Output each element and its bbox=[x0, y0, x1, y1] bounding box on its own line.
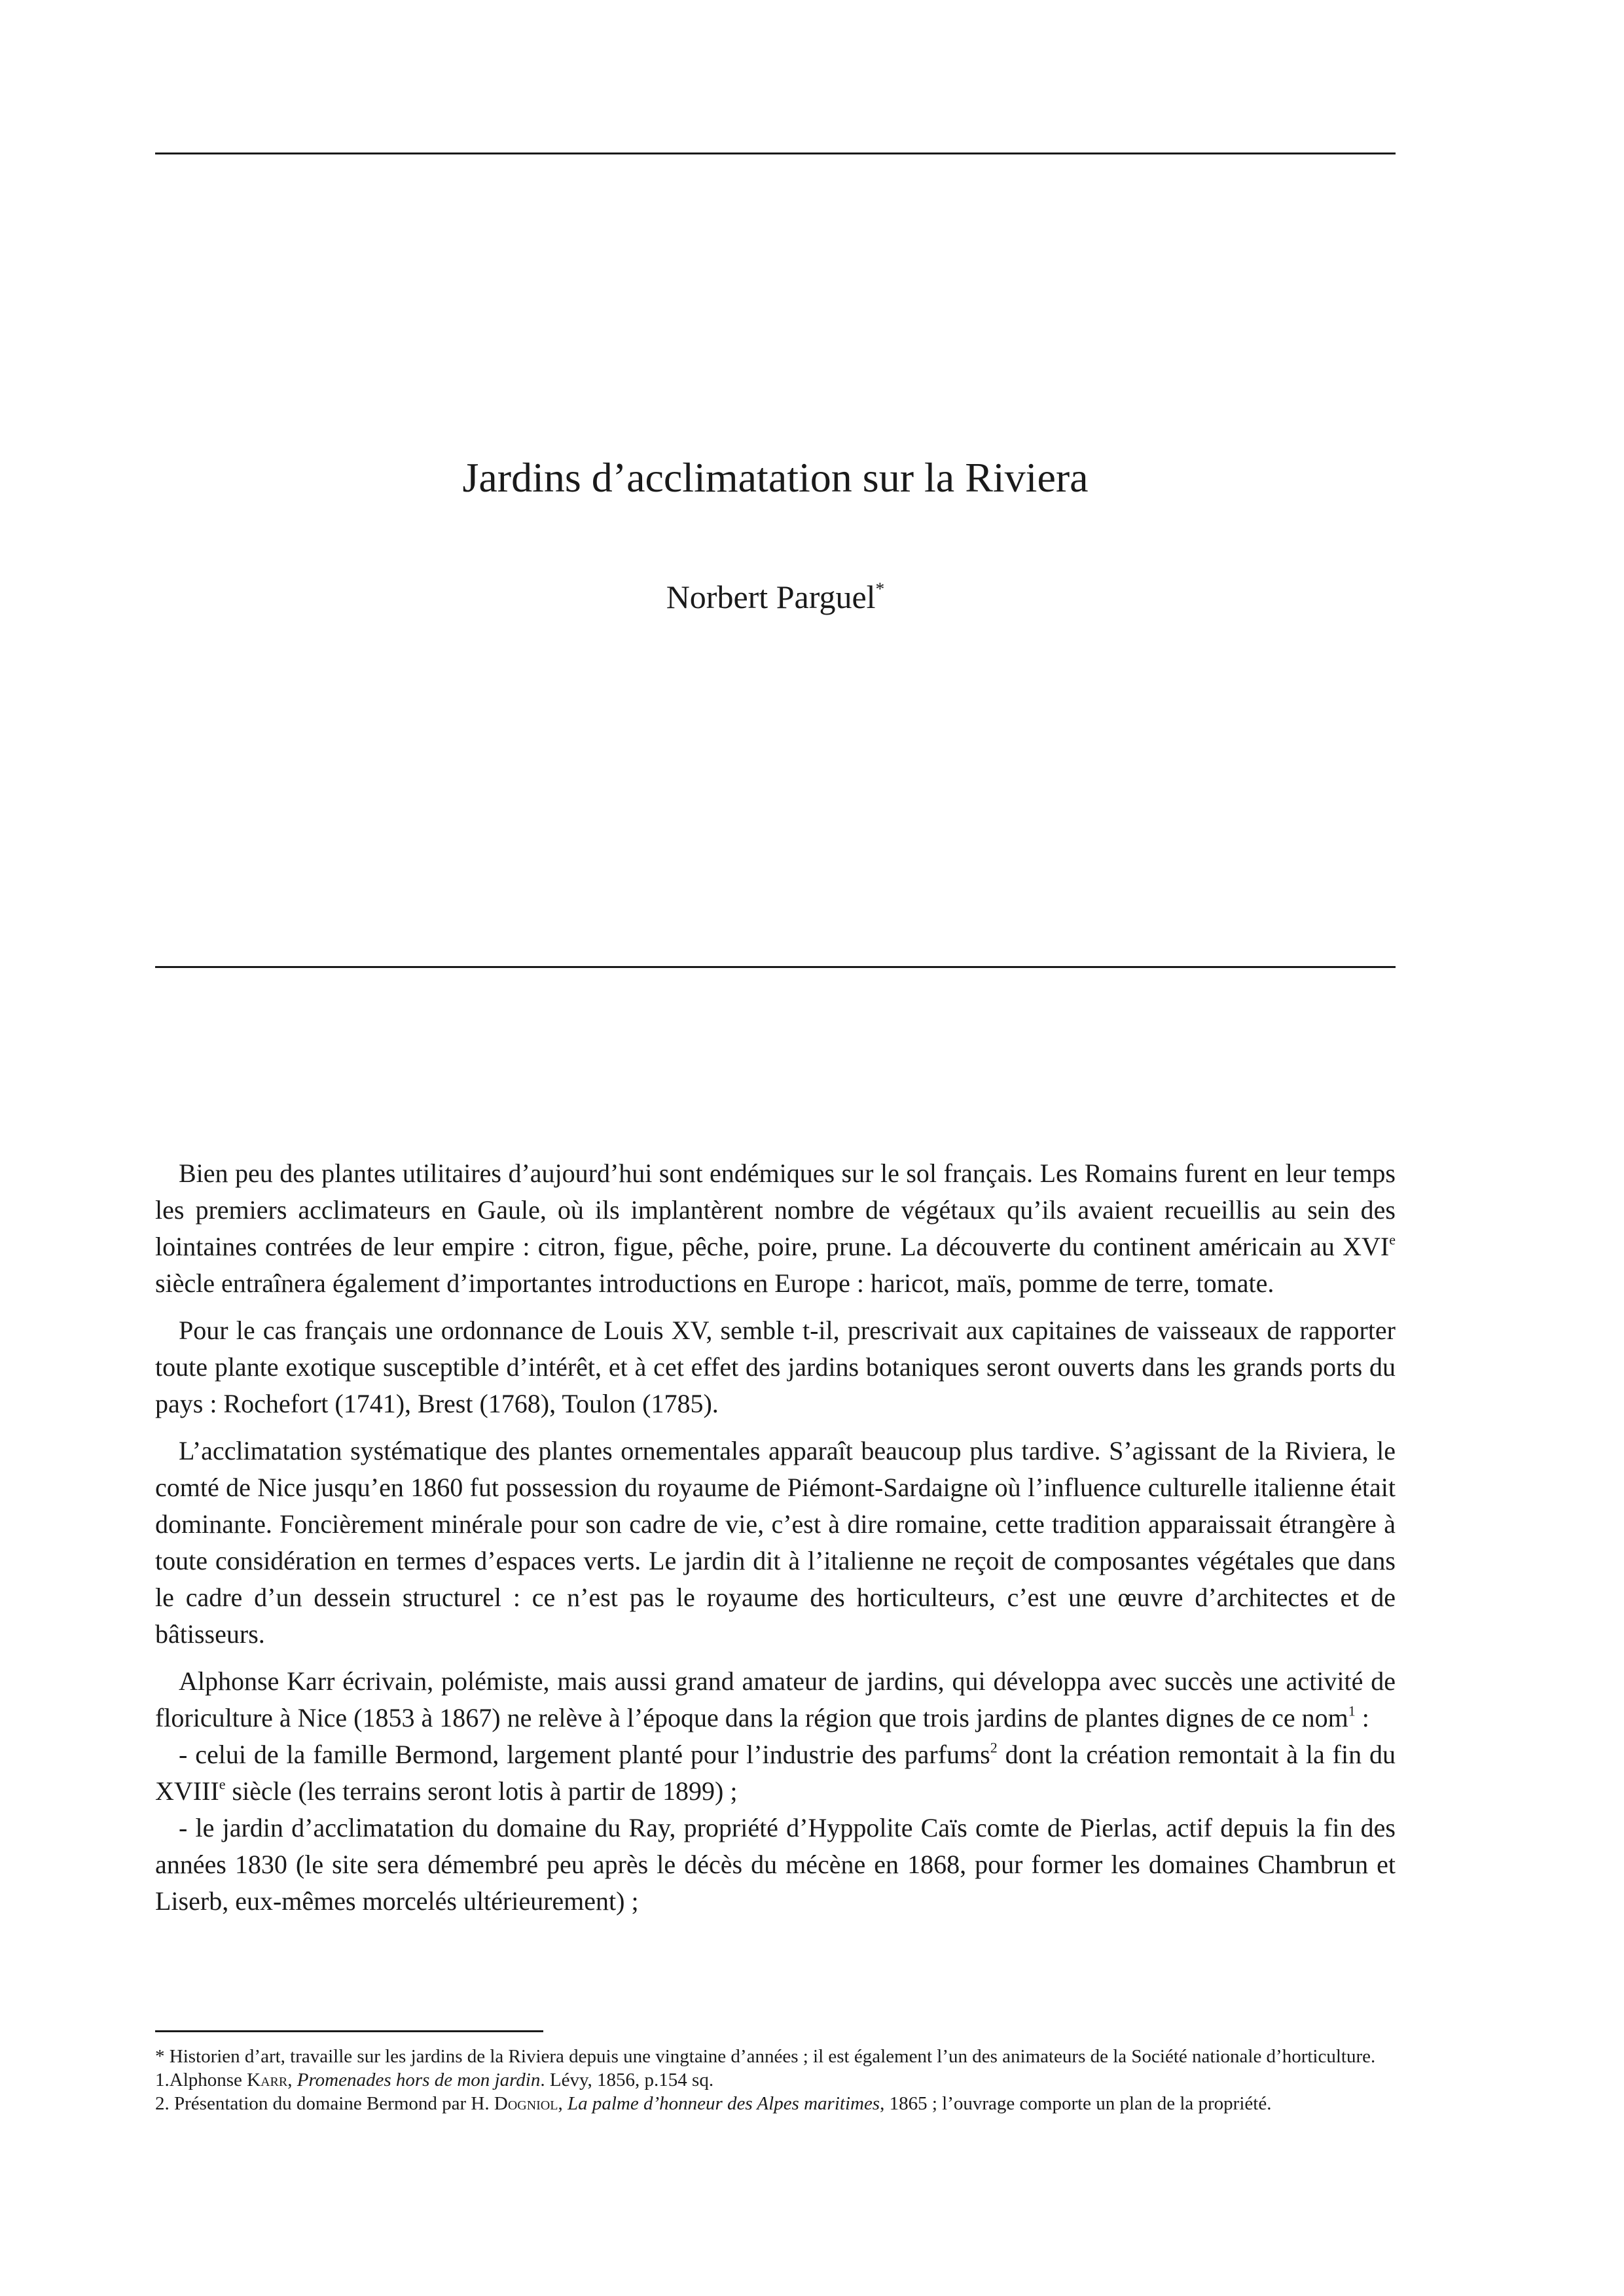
paragraph-4-text: Alphonse Karr écrivain, polémiste, mais aussi grand amateur de jardins, qui développa avec succès une activité de floriculture à Nice (1853 à 1867) ne relève à l’époque dans la région que trois jardins de plantes dignes de ce nom bbox=[155, 1666, 1396, 1732]
footnote-1-author: Karr bbox=[247, 2070, 288, 2090]
footnote-separator bbox=[155, 2030, 543, 2032]
footnote-1-title: Promenades hors de mon jardin bbox=[297, 2070, 541, 2090]
paragraph-3: L’acclimatation systématique des plantes ornementales apparaît beaucoup plus tardive. S’agissant de la Riviera, le comté de Nice jusqu’en 1860 fut possession du royaume de Piémont-Sardaigne où l’influence culturelle italienne était dominante. Foncièrement minérale pour son cadre de vie, c’est à dire romaine, cette tradition apparaissait étrangère à toute considération en termes d’espaces verts. Le jardin dit à l’italienne ne reçoit de composantes végétales que dans le cadre d’un dessein structurel : ce n’est pas le royaume des horticulteurs, c’est une œuvre d’architectes et de bâtisseurs. bbox=[155, 1436, 1396, 1649]
century-superscript: e bbox=[1389, 1231, 1396, 1248]
list-item-bermond-text: - celui de la famille Bermond, largement planté pour l’industrie des parfums bbox=[179, 1740, 990, 1769]
paragraph-1 bbox=[155, 1155, 1396, 1302]
footnote-author: * Historien d’art, travaille sur les jardins de la Riviera depuis une vingtaine d’années ; il est également l’un des animateurs de la Société nationale d’horticulture. bbox=[155, 2046, 1376, 2067]
article-title: Jardins d’acclimatation sur la Riviera bbox=[462, 454, 1089, 501]
footnote-2-suffix: , 1865 ; l’ouvrage comporte un plan de la propriété. bbox=[880, 2093, 1272, 2114]
paragraph-2: Pour le cas français une ordonnance de Louis XV, semble t-il, prescrivait aux capitaines de vaisseaux de rapporter toute plante exotique susceptible d’intérêt, et à cet effet des jardins botaniques seront ouverts dans les grands ports du pays : Rochefort (1741), Brest (1768), Toulon (1785). bbox=[155, 1316, 1396, 1418]
paragraph-4-text-end: : bbox=[1355, 1703, 1369, 1732]
author-line bbox=[155, 576, 1396, 618]
article-body bbox=[155, 1155, 1396, 1920]
footnote-1-prefix: 1.Alphonse bbox=[155, 2070, 247, 2090]
footnote-2-title: La palme d’honneur des Alpes maritimes bbox=[567, 2093, 880, 2114]
top-rule bbox=[155, 152, 1396, 154]
footnote-1-sep: , bbox=[287, 2070, 297, 2090]
footnotes bbox=[155, 2045, 1396, 2115]
paragraph-4 bbox=[155, 1663, 1396, 1736]
author-footnote-mark: * bbox=[875, 578, 885, 599]
paragraph-1-text-end: siècle entraînera également d’importantes introductions en Europe : haricot, maïs, pomme de terre, tomate. bbox=[155, 1268, 1274, 1298]
footnote-2-author: Dogniol bbox=[494, 2093, 558, 2114]
footnote-2 bbox=[155, 2092, 1396, 2115]
footnote-2-prefix: 2. Présentation du domaine Bermond par H. bbox=[155, 2093, 494, 2114]
footnote-ref-1: 1 bbox=[1348, 1702, 1356, 1719]
footnote-1-suffix: . Lévy, 1856, p.154 sq. bbox=[540, 2070, 714, 2090]
author-name: Norbert Parguel bbox=[666, 579, 876, 615]
footnote-ref-2: 2 bbox=[990, 1739, 998, 1756]
paragraph-1-text: Bien peu des plantes utilitaires d’aujourd’hui sont endémiques sur le sol français. Les Romains furent en leur temps les premiers acclimateurs en Gaule, où ils implantèrent nombre de végétaux qu’ils avaient recueillis au sein des lointaines contrées de leur empire : citron, figue, pêche, poire, prune. La découverte du continent américain au XVI bbox=[155, 1158, 1396, 1261]
list-item-bermond-text-end: siècle (les terrains seront lotis à partir de 1899) ; bbox=[225, 1776, 738, 1806]
title-block-bottom-rule bbox=[155, 966, 1396, 968]
list-item-bermond-text-mid: dont la création remontait à la fin du XVIII bbox=[155, 1740, 1396, 1806]
century-superscript-2: e bbox=[219, 1776, 226, 1793]
footnote-2-sep: , bbox=[558, 2093, 568, 2114]
list-item-bermond bbox=[155, 1736, 1396, 1810]
list-item-ray: - le jardin d’acclimatation du domaine du Ray, propriété d’Hyppolite Caïs comte de Pierlas, actif depuis la fin des années 1830 (le site sera démembré peu après le décès du mécène en 1868, pour former les domaines Chambrun et Liserb, eux-mêmes morcelés ultérieurement) ; bbox=[155, 1813, 1396, 1916]
footnote-1 bbox=[155, 2068, 1396, 2092]
